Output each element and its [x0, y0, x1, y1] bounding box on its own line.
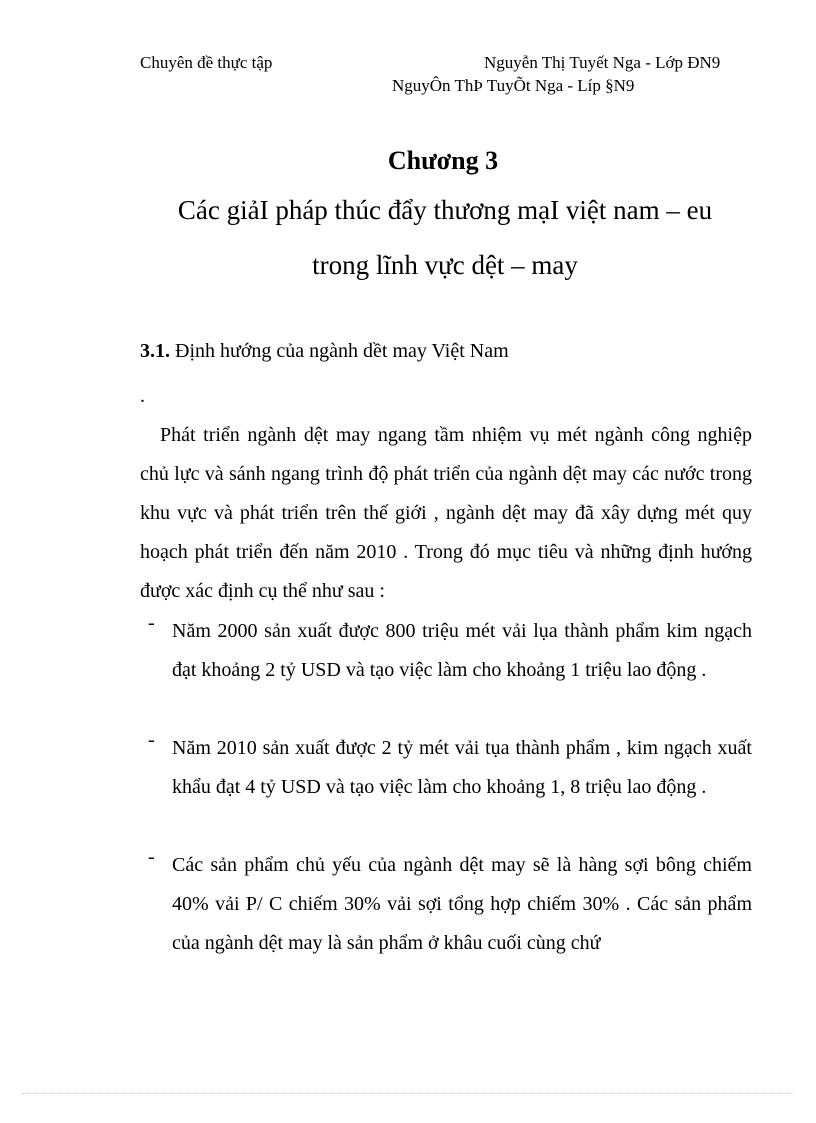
page-bottom-divider — [22, 1093, 794, 1094]
bullet-marker: - — [148, 729, 155, 751]
bullet-item: Các sản phẩm chủ yếu của ngành dệt may sẽ là hàng sợi bông chiếm 40% vải P/ C chiếm 30% vải sợi tổng hợp chiếm 30% . Các sản phẩm của ngành dệt may là sản phẩm ở khâu cuối cùng chứ — [172, 854, 752, 954]
section-title: Định hướng của ngành dềt may Việt Nam — [175, 340, 509, 362]
section-number: 3.1. — [140, 340, 170, 362]
bullet-item: Năm 2000 sản xuất được 800 triệu mét vải lụa thành phẩm kim ngạch đạt khoảng 2 tỷ USD và tạo việc làm cho khoảng 1 triệu lao động . — [172, 620, 752, 681]
section-heading — [140, 340, 509, 363]
chapter-title-line1: Các giảI pháp thúc đẩy thương mạI việt nam – eu — [177, 195, 713, 225]
header-author: Nguyễn Thị Tuyết Nga - Lớp ĐN9 — [484, 53, 721, 72]
bullet-item: Năm 2010 sản xuất được 2 tỷ mét vải tụa thành phẩm , kim ngạch xuất khẩu đạt 4 tỷ USD và tạo việc làm cho khoảng 1, 8 triệu lao động . — [172, 737, 752, 798]
chapter-label: Chương 3 — [387, 146, 499, 175]
chapter-title-line2: trong lĩnh vực dệt – may — [312, 250, 578, 280]
stray-dot: . — [140, 385, 145, 407]
bullet-marker: - — [148, 612, 155, 634]
bullet-marker: - — [148, 846, 155, 868]
header-author-garbled: NguyÔn ThÞ TuyÕt Nga - Líp §N9 — [392, 76, 635, 95]
header-left: Chuyên đề thực tập — [140, 53, 273, 72]
body-paragraph: Phát triển ngành dệt may ngang tầm nhiệm vụ mét ngành công nghiệp chủ lực và sánh ngang trình độ phát triển của ngành dệt may các nước trong khu vực và phát triển trên thế giới , ngành dệt may đã xây dựng mét quy hoạch phát triển đến năm 2010 . Trong đó mục tiêu và những định hướng được xác định cụ thể như sau : — [140, 424, 752, 602]
